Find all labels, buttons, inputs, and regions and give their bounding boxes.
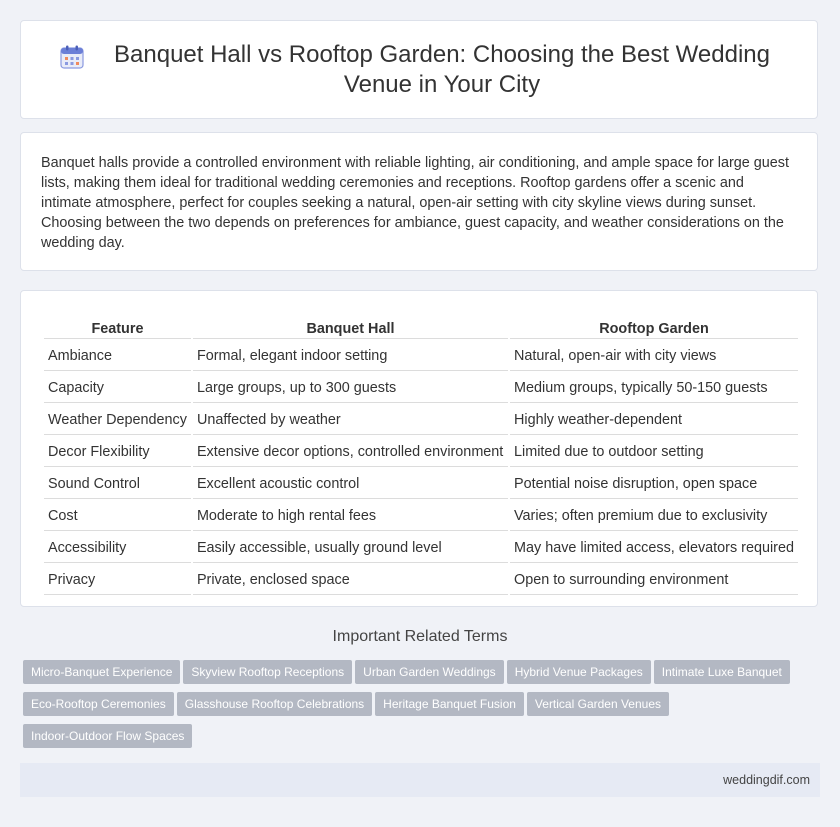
- rooftop-garden-cell: Medium groups, typically 50-150 guests: [510, 373, 798, 403]
- related-term-tag[interactable]: Hybrid Venue Packages: [507, 660, 651, 684]
- banquet-hall-cell: Formal, elegant indoor setting: [193, 341, 508, 371]
- calendar-icon: [59, 44, 85, 70]
- related-term-tag[interactable]: Eco-Rooftop Ceremonies: [23, 692, 174, 716]
- table-row: [44, 405, 798, 435]
- feature-cell: Cost: [44, 501, 191, 531]
- footer-site-link[interactable]: weddingdif.com: [723, 773, 810, 787]
- related-term-tag[interactable]: Intimate Luxe Banquet: [654, 660, 790, 684]
- related-terms-title: Important Related Terms: [332, 628, 508, 645]
- comparison-card: [20, 290, 818, 607]
- related-term-tag[interactable]: Urban Garden Weddings: [355, 660, 504, 684]
- banquet-hall-cell: Unaffected by weather: [193, 405, 508, 435]
- banquet-hall-cell: Private, enclosed space: [193, 565, 508, 595]
- column-header-banquet-hall: Banquet Hall: [193, 317, 508, 339]
- related-term-tag[interactable]: Indoor-Outdoor Flow Spaces: [23, 724, 192, 748]
- column-header-rooftop-garden: Rooftop Garden: [510, 317, 798, 339]
- feature-cell: Sound Control: [44, 469, 191, 499]
- related-term-tag[interactable]: Vertical Garden Venues: [527, 692, 669, 716]
- banquet-hall-cell: Moderate to high rental fees: [193, 501, 508, 531]
- banquet-hall-cell: Easily accessible, usually ground level: [193, 533, 508, 563]
- table-row: [44, 437, 798, 467]
- column-header-feature: Feature: [44, 317, 191, 339]
- rooftop-garden-cell: Potential noise disruption, open space: [510, 469, 798, 499]
- header-card: [20, 20, 818, 119]
- table-header-row: [44, 317, 798, 339]
- table-row: [44, 565, 798, 595]
- rooftop-garden-cell: Highly weather-dependent: [510, 405, 798, 435]
- table-row: [44, 341, 798, 371]
- intro-card: [20, 132, 818, 271]
- page-title: Banquet Hall vs Rooftop Garden: Choosing the Best Wedding Venue in Your City: [114, 40, 770, 98]
- related-term-tag[interactable]: Heritage Banquet Fusion: [375, 692, 524, 716]
- rooftop-garden-cell: Limited due to outdoor setting: [510, 437, 798, 467]
- related-term-tag[interactable]: Glasshouse Rooftop Celebrations: [177, 692, 372, 716]
- intro-paragraph: Banquet halls provide a controlled environment with reliable lighting, air conditioning, and ample space for large guest lists, making them ideal for traditional wedding ceremonies and receptions. Rooftop gardens offer a scenic and intimate atmosphere, perfect for couples seeking a natural, open-air setting with city skyline views during sunset. Choosing between the two depends on preferences for ambiance, guest capacity, and weather considerations on the wedding day.: [41, 155, 789, 251]
- footer: [20, 763, 820, 797]
- comparison-table: [42, 315, 800, 597]
- table-row: [44, 469, 798, 499]
- rooftop-garden-cell: Varies; often premium due to exclusivity: [510, 501, 798, 531]
- related-term-tag[interactable]: Micro-Banquet Experience: [23, 660, 180, 684]
- related-term-tag[interactable]: Skyview Rooftop Receptions: [183, 660, 352, 684]
- feature-cell: Weather Dependency: [44, 405, 191, 435]
- rooftop-garden-cell: Natural, open-air with city views: [510, 341, 798, 371]
- feature-cell: Accessibility: [44, 533, 191, 563]
- table-row: [44, 501, 798, 531]
- table-row: [44, 373, 798, 403]
- rooftop-garden-cell: May have limited access, elevators required: [510, 533, 798, 563]
- feature-cell: Ambiance: [44, 341, 191, 371]
- feature-cell: Decor Flexibility: [44, 437, 191, 467]
- banquet-hall-cell: Excellent acoustic control: [193, 469, 508, 499]
- feature-cell: Capacity: [44, 373, 191, 403]
- title-wrap: [59, 40, 779, 100]
- feature-cell: Privacy: [44, 565, 191, 595]
- banquet-hall-cell: Large groups, up to 300 guests: [193, 373, 508, 403]
- table-row: [44, 533, 798, 563]
- rooftop-garden-cell: Open to surrounding environment: [510, 565, 798, 595]
- related-terms-list: [23, 660, 823, 756]
- banquet-hall-cell: Extensive decor options, controlled environment: [193, 437, 508, 467]
